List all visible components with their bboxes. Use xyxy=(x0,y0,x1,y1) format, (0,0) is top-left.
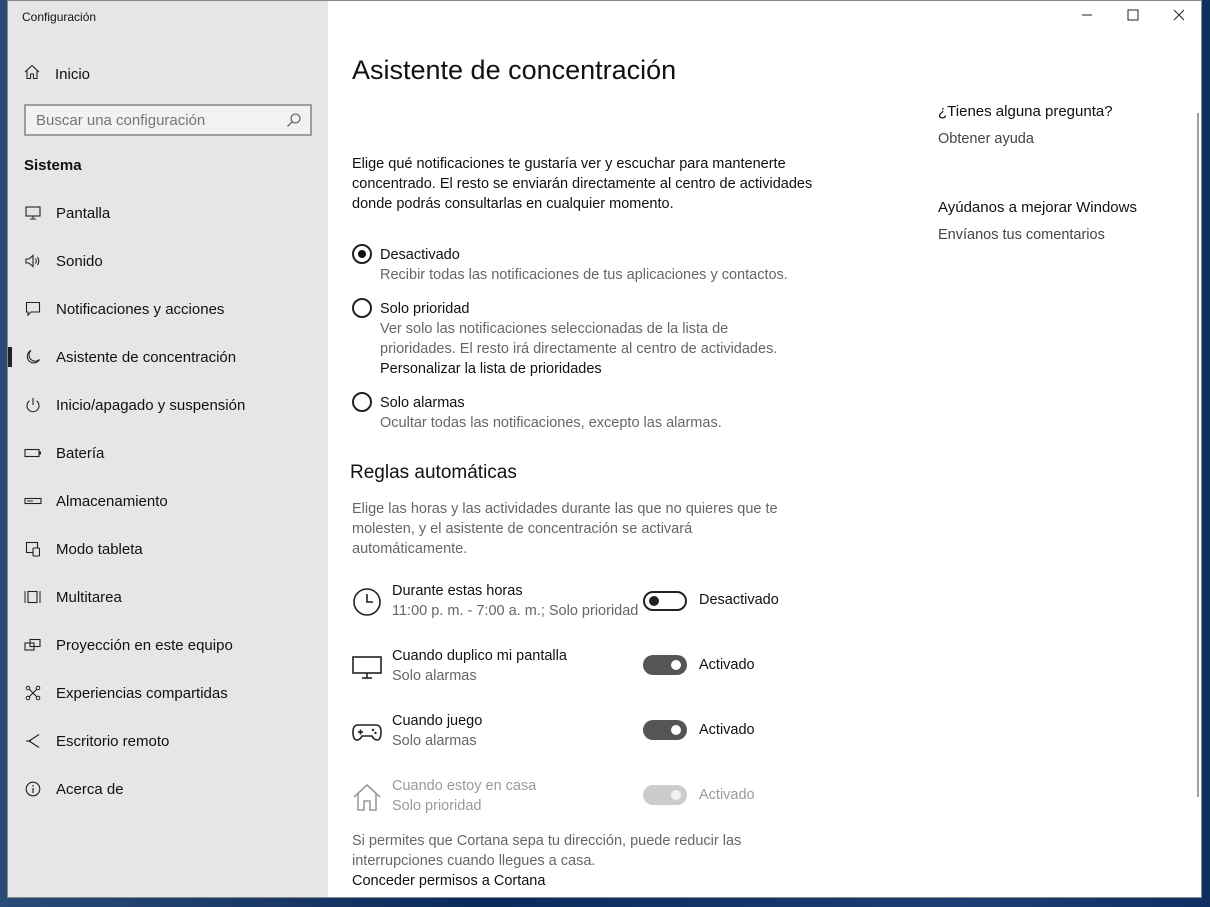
home-icon xyxy=(352,782,382,812)
close-button[interactable] xyxy=(1156,1,1202,33)
sidebar-item-label: Acerca de xyxy=(56,780,124,798)
sidebar xyxy=(8,1,328,897)
cortana-text: Si permites que Cortana sepa tu dirección, puede reducir las interrupciones cuando llegues a casa. xyxy=(352,833,742,869)
projection-icon xyxy=(24,636,42,654)
get-help-link[interactable]: Obtener ayuda xyxy=(938,131,1034,147)
sidebar-item-acerca-de[interactable] xyxy=(8,765,328,813)
home-label: Inicio xyxy=(55,65,91,83)
sidebar-item-label: Proyección en este equipo xyxy=(56,636,233,654)
monitor-icon xyxy=(24,204,42,222)
radio-button[interactable] xyxy=(352,298,372,318)
toggle-state: Activado xyxy=(699,787,755,803)
sidebar-item-pantalla[interactable] xyxy=(8,189,328,237)
sidebar-item-escritorio-remoto[interactable] xyxy=(8,717,328,765)
question-heading: ¿Tienes alguna pregunta? xyxy=(938,103,1113,120)
option-description: Ocultar todas las notificaciones, excepto las alarmas. xyxy=(380,415,722,431)
home-icon xyxy=(24,64,40,85)
rule-during-hours[interactable] xyxy=(352,581,872,625)
minimize-button[interactable] xyxy=(1064,1,1110,33)
sidebar-item-label: Almacenamiento xyxy=(56,492,168,510)
multitask-icon xyxy=(24,588,42,606)
feedback-link[interactable]: Envíanos tus comentarios xyxy=(938,227,1105,243)
power-icon xyxy=(24,396,42,414)
shared-icon xyxy=(24,684,42,702)
rule-subtitle: Solo prioridad xyxy=(392,798,482,814)
improve-heading: Ayúdanos a mejorar Windows xyxy=(938,199,1137,216)
rule-toggle[interactable] xyxy=(643,591,687,611)
sidebar-item-label: Escritorio remoto xyxy=(56,732,170,750)
rule-at-home xyxy=(352,776,872,820)
clock-icon xyxy=(352,587,382,617)
search-icon[interactable] xyxy=(286,112,302,133)
option-label: Desactivado xyxy=(380,247,460,263)
cortana-permissions-link[interactable]: Conceder permisos a Cortana xyxy=(352,873,546,889)
sidebar-item-label: Pantalla xyxy=(56,204,111,222)
customize-priority-link[interactable]: Personalizar la lista de prioridades xyxy=(380,361,602,377)
rule-subtitle: Solo alarmas xyxy=(392,668,477,684)
storage-icon xyxy=(24,492,42,510)
option-label: Solo prioridad xyxy=(380,301,470,317)
option-description: Recibir todas las notificaciones de tus aplicaciones y contactos. xyxy=(380,267,788,283)
option-desactivado[interactable] xyxy=(352,245,800,285)
sidebar-item-label: Modo tableta xyxy=(56,540,143,558)
option-label: Solo alarmas xyxy=(380,395,465,411)
radio-button[interactable] xyxy=(352,392,372,412)
display-icon xyxy=(352,652,382,682)
rule-subtitle: Solo alarmas xyxy=(392,733,477,749)
maximize-button[interactable] xyxy=(1110,1,1156,33)
sidebar-item-experiencias[interactable] xyxy=(8,669,328,717)
sidebar-item-modo-tableta[interactable] xyxy=(8,525,328,573)
rule-toggle[interactable] xyxy=(643,720,687,740)
sidebar-item-inicio-apagado[interactable] xyxy=(8,381,328,429)
rules-description: Elige las horas y las actividades durante las que no quieres que te molesten, y el asistente de concentración se activará automáticamente. xyxy=(352,501,778,557)
gamepad-icon xyxy=(352,717,382,747)
tablet-icon xyxy=(24,540,42,558)
sidebar-item-label: Asistente de concentración xyxy=(56,348,237,366)
moon-icon xyxy=(24,348,42,366)
remote-icon xyxy=(24,732,42,750)
option-description: Ver solo las notificaciones seleccionadas de la lista de prioridades. El resto irá directamente al centro de actividades. xyxy=(380,321,778,357)
home-link[interactable] xyxy=(24,61,90,87)
sidebar-item-almacenamiento[interactable] xyxy=(8,477,328,525)
rules-title: Reglas automáticas xyxy=(350,462,517,483)
rule-title: Cuando estoy en casa xyxy=(392,778,537,794)
sidebar-item-label: Multitarea xyxy=(56,588,122,606)
sidebar-item-notificaciones[interactable] xyxy=(8,285,328,333)
rule-title: Cuando duplico mi pantalla xyxy=(392,648,567,664)
sidebar-item-label: Inicio/apagado y suspensión xyxy=(56,396,246,414)
minimize-icon xyxy=(1081,8,1093,26)
sidebar-item-label: Sonido xyxy=(56,252,103,270)
sidebar-item-asistente[interactable] xyxy=(8,333,328,381)
sidebar-item-multitarea[interactable] xyxy=(8,573,328,621)
notification-icon xyxy=(24,300,42,318)
maximize-icon xyxy=(1127,8,1139,26)
section-title: Sistema xyxy=(24,157,82,174)
toggle-state: Activado xyxy=(699,657,755,673)
sidebar-item-bateria[interactable] xyxy=(8,429,328,477)
intro-text: Elige qué notificaciones te gustaría ver y escuchar para mantenerte concentrado. El resto se enviarán directamente al centro de actividades donde podrás consultarlas en cualquier momento. xyxy=(352,156,813,212)
sidebar-item-label: Notificaciones y acciones xyxy=(56,300,225,318)
speaker-icon xyxy=(24,252,42,270)
sidebar-item-proyeccion[interactable] xyxy=(8,621,328,669)
search-input[interactable] xyxy=(26,111,278,130)
toggle-state: Activado xyxy=(699,722,755,738)
window-title: Configuración xyxy=(22,10,97,24)
battery-icon xyxy=(24,444,42,462)
settings-window xyxy=(7,0,1202,898)
rule-subtitle: 11:00 p. m. - 7:00 a. m.; Solo prioridad xyxy=(392,603,639,619)
info-icon xyxy=(24,780,42,798)
radio-button[interactable] xyxy=(352,244,372,264)
rule-toggle xyxy=(643,785,687,805)
rule-gaming[interactable] xyxy=(352,711,872,755)
rule-title: Cuando juego xyxy=(392,713,483,729)
rule-title: Durante estas horas xyxy=(392,583,523,599)
rule-duplicate-screen[interactable] xyxy=(352,646,872,690)
toggle-state: Desactivado xyxy=(699,592,779,608)
nav-list xyxy=(8,189,328,813)
sidebar-item-label: Batería xyxy=(56,444,105,462)
option-solo-prioridad[interactable] xyxy=(352,299,800,379)
search-box[interactable] xyxy=(24,104,312,136)
sidebar-item-sonido[interactable] xyxy=(8,237,328,285)
option-solo-alarmas[interactable] xyxy=(352,393,800,433)
scrollbar[interactable] xyxy=(1197,113,1199,797)
sidebar-item-label: Experiencias compartidas xyxy=(56,684,228,702)
close-icon xyxy=(1173,8,1185,26)
rule-toggle[interactable] xyxy=(643,655,687,675)
page-title: Asistente de concentración xyxy=(352,55,677,85)
